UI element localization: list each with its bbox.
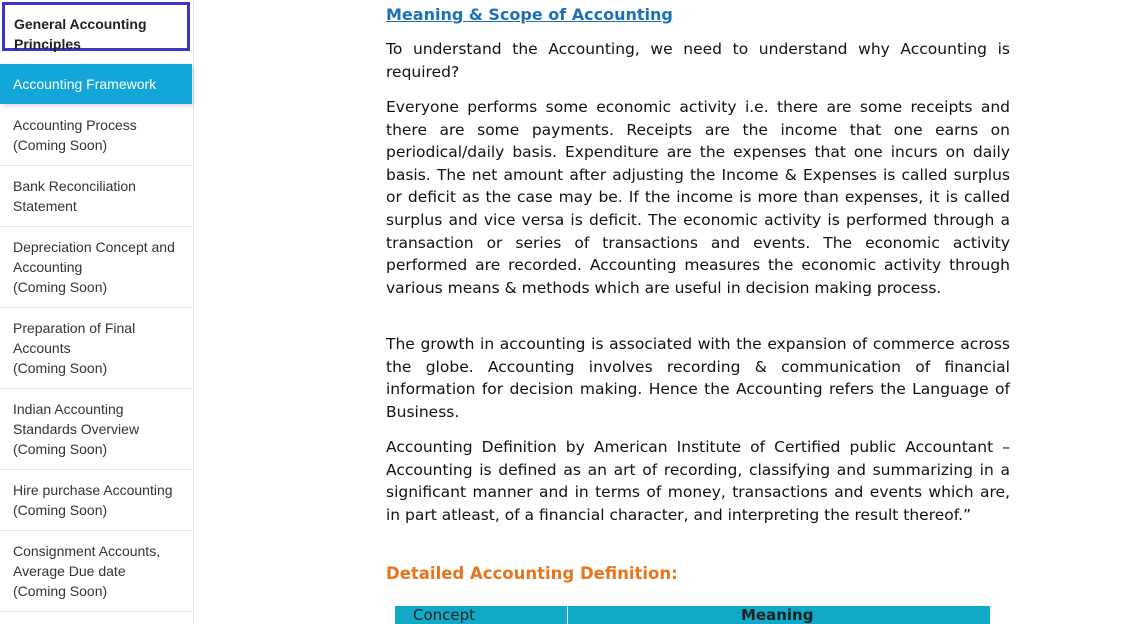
definition-table-header: [395, 606, 990, 624]
sidebar-item-label: Bank Reconciliation: [13, 178, 136, 194]
sidebar-item-label: Accounting Process: [13, 117, 137, 133]
sidebar-item-label: Statement: [13, 198, 77, 214]
sidebar-item-label: Hire purchase Accounting: [13, 482, 173, 498]
sidebar-item-label: (Coming Soon): [13, 583, 108, 599]
sidebar: [0, 0, 194, 624]
sidebar-item-label: Consignment Accounts,: [13, 543, 161, 559]
sidebar-item-label: (Coming Soon): [13, 360, 108, 376]
sidebar-item-label: Standards Overview: [13, 421, 140, 437]
sidebar-item-label: Preparation of Final: [13, 320, 136, 336]
sidebar-item[interactable]: [0, 531, 192, 612]
sidebar-item-label: Accounting: [13, 259, 83, 275]
paragraph-economic-activity: Everyone performs some economic activity i.e. there are some receipts and there are some payments. Receipts are the income that one earns on periodical/daily basis. Expenditure are the expenses that one incurs on daily basis. The net amount after adjusting the Income & Expenses is called surplus or deficit as the case may be. If the income is more than expenses, it is called surplus and vice versa is deficit. The economic activity is performed through a transaction or series of transactions and events. The economic activity performed are recorded. Accounting measures the economic activity through various means & methods which are useful in decision making process.: [386, 98, 1010, 297]
sub-heading: Detailed Accounting Definition:: [386, 564, 678, 583]
sidebar-header[interactable]: General Accounting Principles: [2, 2, 190, 51]
sidebar-item-label: Accounts: [13, 340, 71, 356]
table-header-concept: Concept: [413, 606, 476, 624]
sidebar-item-accounting-framework[interactable]: Accounting Framework: [0, 64, 192, 104]
sidebar-item[interactable]: [0, 308, 192, 389]
sidebar-list: [0, 105, 192, 612]
sidebar-item-label: (Coming Soon): [13, 137, 108, 153]
sidebar-item-label: Indian Accounting: [13, 401, 124, 417]
sidebar-item[interactable]: [0, 470, 192, 531]
page-title-link[interactable]: Meaning & Scope of Accounting: [386, 5, 673, 24]
sidebar-item-label: Depreciation Concept and: [13, 239, 175, 255]
paragraph-growth: The growth in accounting is associated with the expansion of commerce across the globe. Accounting involves recording & communication of financial information for decision making. Hence the Accounting refers the Language of Business.: [386, 335, 1010, 421]
sidebar-item[interactable]: [0, 105, 192, 166]
sidebar-item-label: (Coming Soon): [13, 441, 108, 457]
sidebar-item-label: (Coming Soon): [13, 502, 108, 518]
paragraph-intro: To understand the Accounting, we need to understand why Accounting is required?: [386, 40, 1010, 81]
sidebar-item-label: (Coming Soon): [13, 279, 108, 295]
table-header-meaning: Meaning: [741, 606, 814, 624]
sidebar-item-label: Average Due date: [13, 563, 126, 579]
paragraph-definition: Accounting Definition by American Institute of Certified public Accountant – Accounting is defined as an art of recording, classifying and summarizing in a significant manner and in terms of money, transactions and events which are, in part atleast, of a financial character, and interpreting the result thereof.”: [386, 438, 1010, 524]
table-header-divider: [567, 606, 568, 624]
sidebar-item[interactable]: [0, 227, 192, 308]
sidebar-item[interactable]: [0, 166, 192, 227]
sidebar-item[interactable]: [0, 389, 192, 470]
